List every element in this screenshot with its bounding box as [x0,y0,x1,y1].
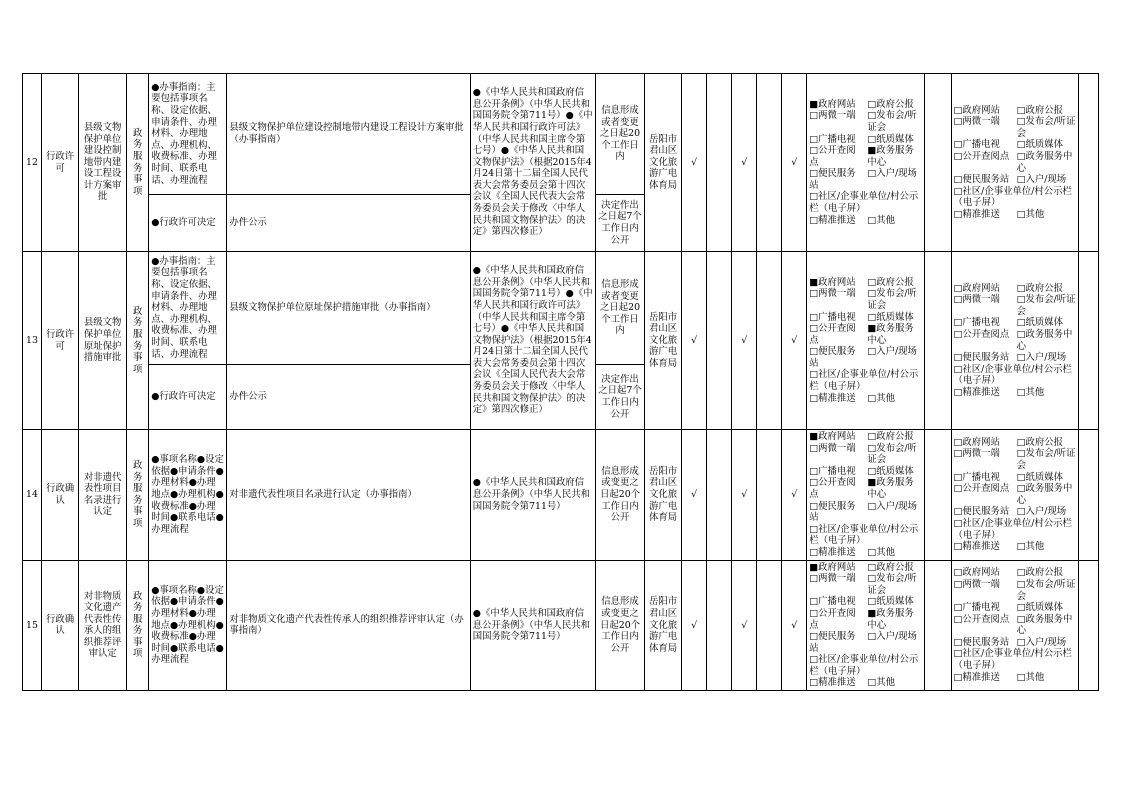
subject-cell: 岳阳市君山区文化旅游广电体育局 [645,560,682,691]
remark-cell [1078,430,1098,561]
channel-option: □社区/企事业单位/村公示栏（电子屏） [953,363,1072,387]
channel-option: □精准推送 [953,208,1000,220]
channel-option: ■政府网站 [809,98,856,110]
channel-option: □广播电视 [953,471,1000,483]
disclosure-element-cell: ●行政许可决定 [149,365,227,430]
channel-option: □广播电视 [809,465,856,477]
time-limit-cell: 信息形成或者变更之日起20个工作日内 [596,252,645,365]
table-row [23,74,1099,195]
channel-option: □公开查阅点 [953,613,1010,625]
channel-option: □两微一端 [953,448,1000,460]
legal-basis-cell: ●《中华人民共和国政府信息公开条例》（中华人民共和国国务院令第711号） [470,430,595,561]
channel-option: □社区/企事业单位/村公示栏（电子屏） [809,191,919,215]
channel-option: □政务服务中心 [1016,150,1073,174]
channel-option: □公开查阅点 [953,483,1010,495]
channel-option: □广播电视 [809,133,856,145]
level-mark: √ [782,430,807,561]
channel-alt-cell [951,430,1078,561]
item-name-cell: 对非物质文化遗产代表性传承人的组织推荐评审认定 [79,560,127,691]
channel-option: □入户/现场 [1016,506,1067,518]
channel-option: □其他 [867,214,895,226]
channel-option: □纸质媒体 [867,133,914,145]
channel-option: ■政务服务中心 [867,145,914,168]
remark-cell [1078,252,1098,430]
disclosure-content-cell: 对非遗代表性项目名录进行认定（办事指南） [227,430,470,561]
category-cell: 行政确认 [42,430,79,561]
channel-option: □发布会/听证会 [1016,578,1076,602]
channel-option: □纸质媒体 [1016,471,1064,483]
legal-basis-cell: ●《中华人民共和国政府信息公开条例》（中华人民共和国国务院令第711号） [470,560,595,691]
channel-option: □政府公报 [867,561,914,573]
channel-option: □两微一端 [809,573,856,585]
channel-option: □入户/现场 [1016,174,1067,186]
channel-option: □政府网站 [953,282,1000,294]
channel-option: □便民服务站 [953,352,1010,364]
channel-option: □公开查阅点 [809,323,856,346]
channel-option: □政府公报 [1016,104,1064,116]
channel-option: □政府网站 [953,436,1000,448]
channel-option: □广播电视 [953,317,1000,329]
channel-option: □广播电视 [953,139,1000,151]
channel-option: □入户/现场 [867,346,917,358]
channel-option: ■政务服务中心 [867,323,914,346]
disclosure-content-cell: 办件公示 [227,195,470,252]
table-row [23,430,1099,561]
channel-option: □公开查阅点 [809,477,856,500]
scope-specific-mark [707,430,732,561]
disclosure-content-cell: 县级文物保护单位原址保护措施审批（办事指南） [227,252,470,365]
channel-option: ■政府网站 [809,276,856,288]
channel-option: □纸质媒体 [1016,317,1064,329]
channel-option: □其他 [1016,541,1045,553]
channel-option: □发布会/听证会 [1016,116,1076,139]
channel-option: □社区/企事业单位/村公示栏（电子屏） [953,185,1072,209]
subject-cell: 岳阳市君山区文化旅游广电体育局 [645,430,682,561]
time-limit-cell: 信息形成或者变更之日起20个工作日内 [596,74,645,195]
channel-option: □纸质媒体 [1016,602,1064,614]
time-limit-cell: 决定作出之日起7个工作日内公开 [596,195,645,252]
channel-option: □政府网站 [953,104,1000,116]
row-number: 13 [23,252,42,430]
time-limit-cell: 信息形成或变更之日起20个工作日内公开 [596,430,645,561]
channel-option: □其他 [867,677,895,689]
channel-option: □两微一端 [953,578,1000,590]
channel-option: □政府公报 [1016,436,1064,448]
channel-option: □政府公报 [867,276,914,288]
on-request-mark [757,560,782,691]
disclosure-content-cell: 县级文物保护单位建设控制地带内建设工程设计方案审批（办事指南） [227,74,470,195]
channel-option: □政务服务中心 [1016,613,1073,637]
time-limit-cell: 决定作出之日起7个工作日内公开 [596,365,645,430]
row-number: 12 [23,74,42,252]
channel-option: □入户/现场 [1016,636,1067,648]
subcategory-cell: 政务服务事项 [127,560,149,691]
channel-option: □发布会/听证会 [867,110,917,133]
channel-option: ■政府网站 [809,561,856,573]
channel-option: □社区/企事业单位/村公示栏（电子屏） [953,517,1072,541]
time-limit-cell: 信息形成或变更之日起20个工作日内公开 [596,560,645,691]
table-row [23,560,1099,691]
proactive-mark: √ [732,560,757,691]
channel-option: □便民服务站 [809,500,856,524]
item-name-cell: 对非遗代表性项目名录进行认定 [79,430,127,561]
channel-option: □纸质媒体 [867,311,914,323]
channel-option: □政府公报 [867,98,914,110]
channel-option: □入户/现场 [867,500,917,512]
channel-option: □发布会/听证会 [867,442,917,466]
channel-option: ■政务服务中心 [867,477,914,500]
subject-cell: 岳阳市君山区文化旅游广电体育局 [645,252,682,430]
proactive-mark: √ [732,74,757,252]
channel-option: □便民服务站 [809,168,856,191]
channel-alt-cell [951,560,1078,691]
channel-option: □两微一端 [953,294,1000,306]
proactive-mark: √ [732,252,757,430]
table-row [23,252,1099,365]
channel-option: □两微一端 [809,110,856,122]
disclosure-content-cell: 对非物质文化遗产代表性传承人的组织推荐评审认定（办事指南） [227,560,470,691]
disclosure-channels-cell [807,252,924,430]
category-cell: 行政确认 [42,560,79,691]
channel-option: □纸质媒体 [867,596,914,608]
channel-option: □精准推送 [809,214,856,226]
disclosure-channels-cell [807,430,924,561]
disclosure-element-cell: ●事项名称●设定依据●申请条件●办理材料●办理地点●办理机构●收费标准●办理时间●联系电话●办理流程 [149,560,227,691]
blank-cell [924,252,951,430]
channel-option: □广播电视 [953,602,1000,614]
channel-option: □便民服务站 [953,174,1010,186]
channel-option: □公开查阅点 [953,150,1010,162]
channel-option: □入户/现场 [867,631,917,643]
on-request-mark [757,74,782,252]
channel-option: □发布会/听证会 [867,573,917,596]
blank-cell [924,74,951,252]
channel-option: □广播电视 [809,596,856,608]
channel-option: □其他 [1016,671,1045,683]
channel-option: ■政府网站 [809,431,856,442]
channel-alt-cell [951,252,1078,430]
channel-option: □两微一端 [809,442,856,454]
subject-cell: 岳阳市君山区文化旅游广电体育局 [645,74,682,252]
channel-option: □公开查阅点 [809,145,856,168]
blank-cell [924,430,951,561]
channel-option: □其他 [867,392,895,404]
disclosure-element-cell: ●行政许可决定 [149,195,227,252]
disclosure-element-cell: ●事项名称●设定依据●申请条件●办理材料●办理地点●办理机构●收费标准●办理时间●联系电话●办理流程 [149,430,227,561]
row-number: 14 [23,430,42,561]
channel-option: □其他 [1016,386,1045,398]
channel-option: □精准推送 [809,546,856,558]
channel-option: □便民服务站 [953,506,1010,518]
subcategory-cell: 政务服务事项 [127,74,149,252]
level-mark: √ [782,252,807,430]
legal-basis-cell: ●《中华人民共和国政府信息公开条例》（中华人民共和国国务院令第711号）●《中华人民共和国行政许可法》（中华人民共和国主席令第七号）●《中华人民共和国文物保护法》（根据2015年4月24日第十二届全国人民代表大会常务委员会第十四次会议《全国人民代表大会常务委员会关于修改〈中华人民共和国文物保护法〉的决定》第四次修正） [470,252,595,430]
channel-option: □精准推送 [953,671,1000,683]
channel-option: □入户/现场 [1016,352,1067,364]
on-request-mark [757,252,782,430]
category-cell: 行政许可 [42,74,79,252]
channel-option: □发布会/听证会 [1016,294,1076,317]
channel-option: □入户/现场 [867,168,917,180]
channel-option: ■政务服务中心 [867,607,914,631]
on-request-mark [757,430,782,561]
disclosure-content-cell: 办件公示 [227,365,470,430]
channel-option: □社区/企事业单位/村公示栏（电子屏） [953,648,1072,672]
disclosure-channels-cell [807,74,924,252]
channel-option: □公开查阅点 [809,607,856,631]
remark-cell [1078,560,1098,691]
channel-option: □精准推送 [809,392,856,404]
disclosure-element-cell: ●办事指南：主要包括事项名称、设定依据、申请条件、办理材料、办理地点、办理机构、收费标准、办理时间、联系电话、办理流程 [149,252,227,365]
blank-cell [924,560,951,691]
channel-option: □纸质媒体 [867,465,914,477]
channel-option: □政府公报 [867,431,914,442]
subcategory-cell: 政务服务事项 [127,252,149,430]
channel-option: □广播电视 [809,311,856,323]
level-mark: √ [782,74,807,252]
channel-option: □公开查阅点 [953,328,1010,340]
category-cell: 行政许可 [42,252,79,430]
channel-option: □纸质媒体 [1016,139,1064,151]
disclosure-table [22,73,1099,691]
channel-option: □政府公报 [1016,282,1064,294]
channel-option: □精准推送 [809,677,856,689]
channel-option: □其他 [1016,208,1045,220]
channel-option: □社区/企事业单位/村公示栏（电子屏） [809,654,919,677]
channel-option: □便民服务站 [809,346,856,369]
channel-option: □社区/企事业单位/村公示栏（电子屏） [809,369,919,393]
channel-option: □便民服务站 [953,636,1010,648]
channel-option: □政府网站 [953,567,1000,579]
legal-basis-cell: ●《中华人民共和国政府信息公开条例》（中华人民共和国国务院令第711号）●《中华人民共和国行政许可法》（中华人民共和国主席令第七号）●《中华人民共和国文物保护法》（根据2015年4月24日第十二届全国人民代表大会常务委员会第十四次会议《全国人民代表大会常务委员会关于修改〈中华人民共和国文物保护法〉的决定》第四次修正） [470,74,595,252]
channel-option: □两微一端 [953,116,1000,128]
channel-option: □社区/企事业单位/村公示栏（电子屏） [809,523,919,547]
scope-public-mark: √ [682,430,707,561]
item-name-cell: 县级文物保护单位原址保护措施审批 [79,252,127,430]
item-name-cell: 县级文物保护单位建设控制地带内建设工程设计方案审批 [79,74,127,252]
channel-option: □精准推送 [953,386,1000,398]
disclosure-element-cell: ●办事指南：主要包括事项名称、设定依据、申请条件、办理材料、办理地点、办理机构、收费标准、办理时间、联系电话、办理流程 [149,74,227,195]
channel-option: □便民服务站 [809,631,856,654]
channel-option: □两微一端 [809,288,856,300]
scope-specific-mark [707,74,732,252]
subcategory-cell: 政务服务事项 [127,430,149,561]
channel-option: □政府公报 [1016,567,1064,579]
scope-specific-mark [707,560,732,691]
channel-option: □精准推送 [953,541,1000,553]
channel-option: □发布会/听证会 [1016,448,1076,471]
scope-public-mark: √ [682,74,707,252]
channel-option: □政务服务中心 [1016,483,1073,506]
channel-alt-cell [951,74,1078,252]
row-number: 15 [23,560,42,691]
disclosure-channels-cell [807,560,924,691]
channel-option: □发布会/听证会 [867,288,917,311]
scope-public-mark: √ [682,252,707,430]
remark-cell [1078,74,1098,252]
proactive-mark: √ [732,430,757,561]
channel-option: □其他 [867,546,895,558]
level-mark: √ [782,560,807,691]
scope-specific-mark [707,252,732,430]
channel-option: □政务服务中心 [1016,328,1073,352]
scope-public-mark: √ [682,560,707,691]
